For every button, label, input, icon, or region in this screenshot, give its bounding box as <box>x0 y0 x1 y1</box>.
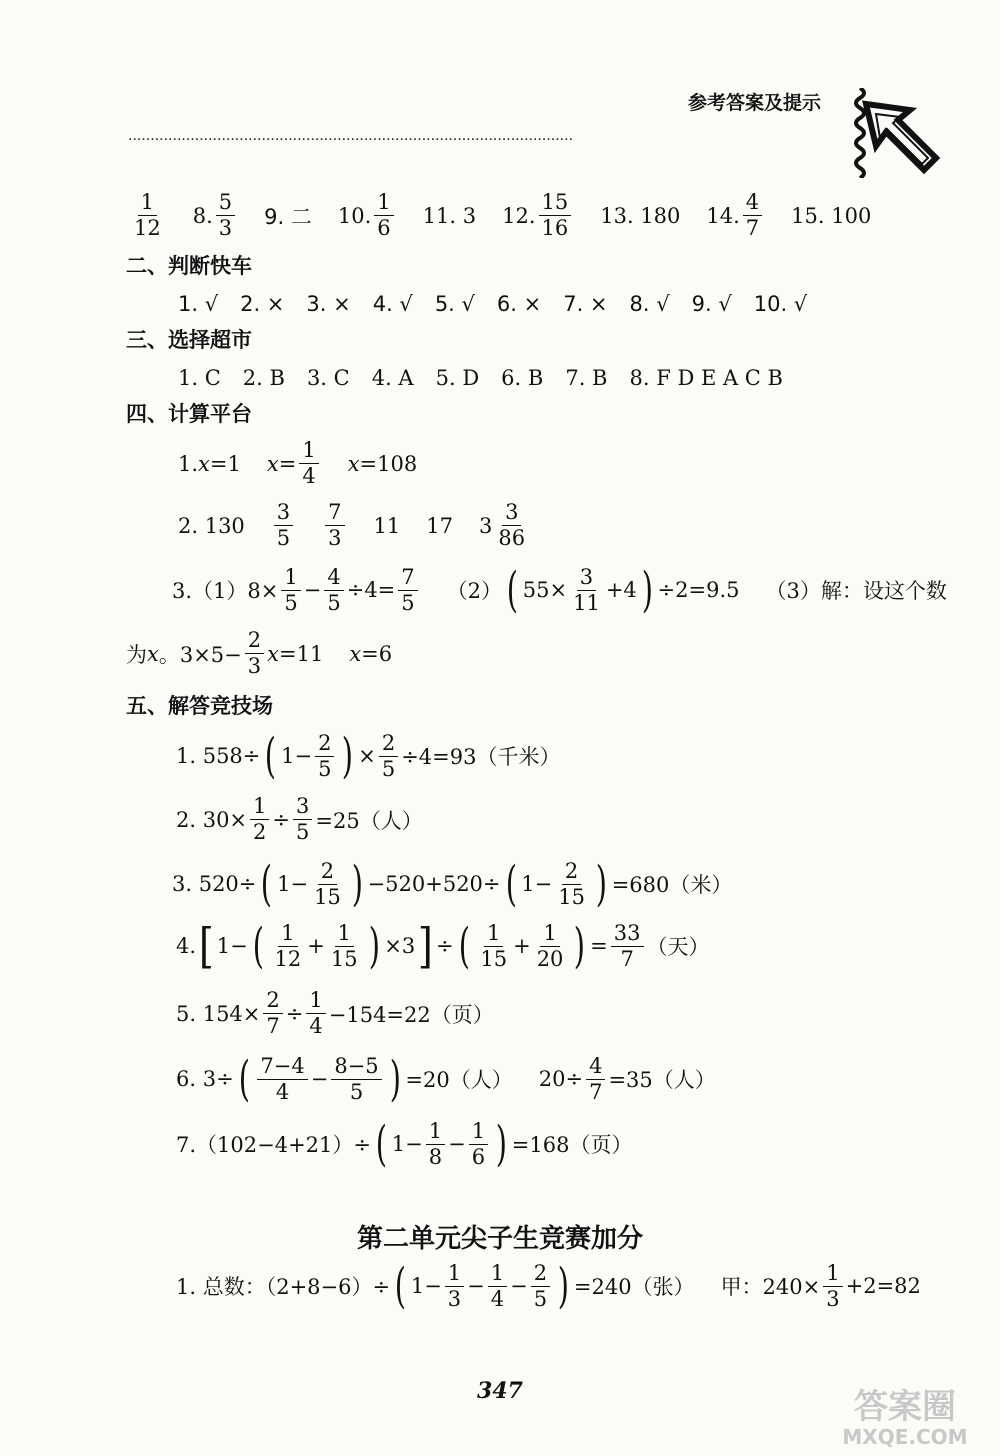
q-text: 1. 总数：（2+8−6）÷ <box>176 1275 391 1299</box>
q-text: +2=82 <box>845 1274 921 1298</box>
fraction <box>611 920 644 971</box>
numerator: 15 <box>539 192 572 216</box>
right-paren: ) <box>495 1116 508 1172</box>
q-text: （2） <box>446 579 503 603</box>
list-item: 3. × <box>306 292 351 316</box>
list-item: 2. × <box>240 292 285 316</box>
denominator: 4 <box>490 1286 505 1311</box>
denominator: 6 <box>377 216 391 240</box>
fraction <box>477 920 510 971</box>
q-text: =680（米） <box>611 873 733 897</box>
q-text: 7.（102−4+21）÷ <box>176 1133 371 1157</box>
list-item: 7. B <box>565 366 608 390</box>
q-text: ÷ <box>285 1001 304 1026</box>
fraction <box>531 1260 550 1311</box>
denominator: 5 <box>284 590 298 615</box>
numerator: 1 <box>306 990 325 1014</box>
list-item: 4. √ <box>372 292 413 316</box>
answer-text: 11. 3 <box>422 203 477 228</box>
q-text: =35（人） <box>608 1068 716 1092</box>
right-paren: ) <box>595 856 607 912</box>
denominator: 4 <box>309 1014 323 1038</box>
fraction <box>374 192 393 239</box>
list-item: 6. B <box>501 366 544 390</box>
q-text: 5. 154× <box>176 1001 261 1026</box>
q-text: 2. 130 <box>178 513 245 538</box>
q-text: 17 <box>426 513 454 538</box>
fraction <box>495 502 528 549</box>
fraction <box>324 564 343 615</box>
numerator: 2 <box>379 733 398 757</box>
numerator: 3 <box>577 567 596 591</box>
unit-title: 第二单元尖子生竞赛加分 <box>356 1224 643 1254</box>
denominator: 7 <box>620 946 634 971</box>
right-paren: ) <box>557 1258 570 1314</box>
word-q7 <box>176 1116 633 1172</box>
q-text: =240（张） <box>573 1275 695 1299</box>
word-q6 <box>176 1051 716 1107</box>
q-text: − <box>310 1067 329 1091</box>
numerator: 1 <box>484 923 503 947</box>
q-text: =11 <box>278 641 324 666</box>
answer-label: 10. <box>337 203 372 228</box>
q-text: （天） <box>646 935 710 959</box>
denominator: 6 <box>471 1144 486 1169</box>
right-paren: ) <box>368 918 380 974</box>
calc-q3-continued <box>126 630 392 677</box>
fraction <box>250 796 269 843</box>
arrow-icon <box>862 100 942 180</box>
q-text: ÷2=9.5 <box>657 578 740 602</box>
numerator: 1 <box>335 923 354 947</box>
watermark-logo <box>820 1388 990 1448</box>
q-text: = <box>590 934 608 958</box>
q-text: =20（人） <box>405 1068 513 1092</box>
left-paren: ( <box>458 918 470 974</box>
numerator: 2 <box>562 861 581 885</box>
q-text: 。3×5− <box>158 642 242 667</box>
denominator: 8 <box>428 1144 443 1169</box>
list-item: 4. A <box>371 366 414 390</box>
fraction <box>426 1118 445 1169</box>
fraction <box>325 502 344 549</box>
numerator: 8−5 <box>331 1056 381 1080</box>
denominator: 4 <box>275 1079 290 1104</box>
q-text: = <box>278 451 297 476</box>
fraction <box>293 796 312 843</box>
numerator: 2 <box>245 630 264 654</box>
numerator: 3 <box>293 796 312 820</box>
q-text: − <box>303 578 322 602</box>
section-heading-word-problems: 五、解答竞技场 <box>126 694 273 718</box>
calc-q2 <box>178 502 531 549</box>
fraction <box>299 440 318 487</box>
denominator: 5 <box>533 1286 548 1311</box>
fraction <box>539 192 572 239</box>
denominator: 20 <box>536 946 564 971</box>
numerator: 1 <box>299 440 318 464</box>
denominator: 11 <box>573 590 600 615</box>
denominator: 5 <box>401 590 415 615</box>
denominator: 5 <box>276 526 291 550</box>
answers-row-fill-blank <box>128 192 871 239</box>
q-text: ÷4= <box>346 578 396 602</box>
numerator: 4 <box>324 567 343 591</box>
q-text: =25（人） <box>315 808 423 833</box>
q-text: ÷ <box>436 934 454 958</box>
denominator: 86 <box>498 526 526 550</box>
numerator: 2 <box>318 861 337 885</box>
fraction <box>245 630 264 677</box>
answer-text: 13. 180 <box>600 203 681 228</box>
denominator: 12 <box>134 216 161 240</box>
numerator: 3 <box>502 502 521 526</box>
denominator: 5 <box>349 1079 364 1104</box>
variable: x <box>349 641 362 666</box>
fraction <box>379 730 398 781</box>
variable: x <box>347 451 360 476</box>
fraction <box>823 1260 842 1311</box>
left-paren: ( <box>265 728 277 784</box>
fraction <box>271 920 304 971</box>
left-paren: ( <box>505 856 517 912</box>
q-text: =168（页） <box>511 1133 633 1157</box>
fraction <box>216 192 235 239</box>
choice-answers <box>178 366 805 390</box>
fraction <box>398 564 417 615</box>
q-text: 1− <box>216 934 248 958</box>
section-heading-judgement: 二、判断快车 <box>126 254 252 278</box>
numerator: 1 <box>426 1121 445 1145</box>
denominator: 3 <box>826 1286 840 1311</box>
denominator: 5 <box>318 756 332 781</box>
header-dotted-rule: ···································································································· <box>128 132 574 148</box>
numerator: 7 <box>398 567 417 591</box>
list-item: 5. D <box>435 366 480 390</box>
denominator: 7 <box>745 216 760 240</box>
calc-q1 <box>178 440 417 487</box>
q-text: =6 <box>361 641 393 666</box>
word-q1 <box>176 728 561 784</box>
word-q2 <box>176 796 423 843</box>
numerator: 2 <box>531 1263 550 1287</box>
q-text: 4. <box>176 934 197 958</box>
denominator: 3 <box>247 654 262 678</box>
watermark-url: MXQE.COM <box>842 1425 968 1449</box>
denominator: 5 <box>296 820 310 844</box>
numerator: 4 <box>586 1056 605 1080</box>
variable: x <box>266 451 279 476</box>
numerator: 1 <box>540 923 559 947</box>
numerator: 1 <box>469 1121 488 1145</box>
variable: x <box>267 641 279 666</box>
word-q4 <box>176 918 710 974</box>
numerator: 1 <box>281 567 300 591</box>
q-text: −520+520÷ <box>367 872 501 896</box>
denominator: 7 <box>266 1014 280 1038</box>
q-text: =1 <box>209 451 241 476</box>
numerator: 1 <box>374 192 393 216</box>
fraction <box>743 192 762 239</box>
denominator: 16 <box>541 216 569 240</box>
q-text: 甲：240× <box>720 1275 821 1299</box>
left-paren: ( <box>375 1116 387 1172</box>
denominator: 15 <box>480 946 508 971</box>
numerator: 1 <box>823 1263 842 1287</box>
list-item: 8. √ <box>629 292 670 316</box>
denominator: 4 <box>302 464 316 488</box>
variable: x <box>198 451 210 476</box>
answer-text: 15. 100 <box>791 203 872 228</box>
q-text: 1− <box>391 1132 423 1156</box>
q-text: −154=22（页） <box>328 1002 494 1027</box>
fraction <box>331 1053 381 1104</box>
list-item: 10. √ <box>753 292 808 316</box>
fraction <box>274 502 293 549</box>
fraction <box>281 564 300 615</box>
q-text: − <box>467 1274 485 1298</box>
unit2-q1 <box>176 1258 921 1314</box>
numerator: 1 <box>278 923 297 947</box>
word-q5 <box>176 990 494 1037</box>
numerator: 7 <box>325 502 344 526</box>
denominator: 3 <box>328 526 342 550</box>
list-item: 9. √ <box>691 292 732 316</box>
fraction <box>131 192 164 239</box>
fraction <box>328 920 361 971</box>
left-paren: ( <box>252 918 264 974</box>
numerator: 3 <box>274 502 293 526</box>
q-text: 1. <box>178 451 199 476</box>
answer-text: 9. 二 <box>264 204 312 229</box>
q-text: ×3 <box>384 934 416 958</box>
q-text: 1. 558÷ <box>176 744 261 768</box>
left-paren: ( <box>238 1051 250 1107</box>
answer-label: 8. <box>192 203 213 228</box>
numerator: 4 <box>743 192 762 216</box>
judgement-answers <box>178 292 829 316</box>
q-text: +4 <box>605 578 637 602</box>
numerator: 1 <box>138 192 157 216</box>
q-text: 55× <box>522 578 568 602</box>
calc-q3 <box>172 562 947 618</box>
list-item: 3. C <box>306 366 350 390</box>
fraction <box>469 1118 488 1169</box>
denominator: 15 <box>558 884 585 909</box>
denominator: 5 <box>381 756 396 781</box>
section-heading-choice: 三、选择超市 <box>126 328 252 352</box>
numerator: 1 <box>445 1263 464 1287</box>
q-text: 3. 520÷ <box>172 872 257 896</box>
numerator: 1 <box>250 796 269 820</box>
fraction <box>586 1053 605 1104</box>
list-item: 6. × <box>496 292 542 316</box>
list-item: 2. B <box>242 366 285 390</box>
right-paren: ) <box>389 1051 401 1107</box>
denominator: 12 <box>274 946 302 971</box>
fraction <box>311 858 344 909</box>
q-text: 1− <box>410 1274 442 1298</box>
denominator: 3 <box>218 216 233 240</box>
q-text: 1− <box>521 872 553 896</box>
fraction <box>315 730 334 781</box>
q-text: × <box>358 744 376 768</box>
list-item: 5. √ <box>434 292 475 316</box>
variable: x <box>147 641 159 666</box>
denominator: 15 <box>330 946 358 971</box>
q-text: − <box>448 1132 466 1156</box>
right-paren: ) <box>342 728 354 784</box>
answer-label: 14. <box>706 203 740 228</box>
q-text: + <box>513 934 531 958</box>
denominator: 2 <box>253 820 267 844</box>
q-text: + <box>307 934 325 958</box>
fraction <box>306 990 325 1037</box>
list-item: 1. C <box>178 366 221 390</box>
q-text: =108 <box>359 451 418 476</box>
fraction <box>534 920 567 971</box>
fraction <box>257 1053 307 1104</box>
q-text: 6. 3÷ <box>176 1067 234 1091</box>
numerator: 33 <box>611 923 644 947</box>
fraction <box>263 990 282 1037</box>
q-text: 2. 30× <box>176 807 248 832</box>
header-title: 参考答案及提示 <box>688 92 822 114</box>
q-text: 为 <box>126 642 147 667</box>
numerator: 2 <box>315 733 334 757</box>
q-text: ÷ <box>272 807 291 832</box>
fraction <box>555 858 588 909</box>
q-text: 11 <box>373 513 401 538</box>
list-item: 1. √ <box>178 292 219 316</box>
numerator: 5 <box>216 192 235 216</box>
q-text: 1− <box>281 744 313 768</box>
q-text: （3）解：设这个数 <box>765 579 947 603</box>
fraction <box>488 1260 507 1311</box>
numerator: 1 <box>488 1263 507 1287</box>
fraction <box>445 1260 464 1311</box>
left-paren: ( <box>394 1258 407 1314</box>
right-paren: ) <box>351 856 363 912</box>
left-bracket: [ <box>198 918 214 974</box>
denominator: 15 <box>314 884 341 909</box>
q-text: ÷4=93（千米） <box>401 745 561 769</box>
right-paren: ) <box>574 918 586 974</box>
denominator: 5 <box>327 590 341 615</box>
left-paren: ( <box>261 856 273 912</box>
left-paren: ( <box>506 562 519 618</box>
numerator: 7−4 <box>257 1056 307 1080</box>
section-heading-calculation: 四、计算平台 <box>126 402 252 426</box>
whole-part: 3 <box>479 513 493 538</box>
list-item: 8. F D E A C B <box>629 366 783 390</box>
right-bracket: ] <box>418 918 434 974</box>
q-text: 3.（1）8× <box>172 579 279 603</box>
watermark-title: 答案圈 <box>854 1387 956 1427</box>
q-text: 1− <box>277 872 309 896</box>
answer-label: 12. <box>502 203 536 228</box>
word-q3 <box>172 856 733 912</box>
right-paren: ) <box>641 562 653 618</box>
q-text: − <box>510 1274 528 1298</box>
list-item: 7. × <box>563 292 608 316</box>
page-number: 347 <box>477 1378 523 1404</box>
denominator: 3 <box>447 1286 462 1311</box>
numerator: 2 <box>263 990 282 1014</box>
fraction <box>570 564 603 615</box>
denominator: 7 <box>589 1079 603 1104</box>
q-text: 20÷ <box>538 1067 584 1091</box>
